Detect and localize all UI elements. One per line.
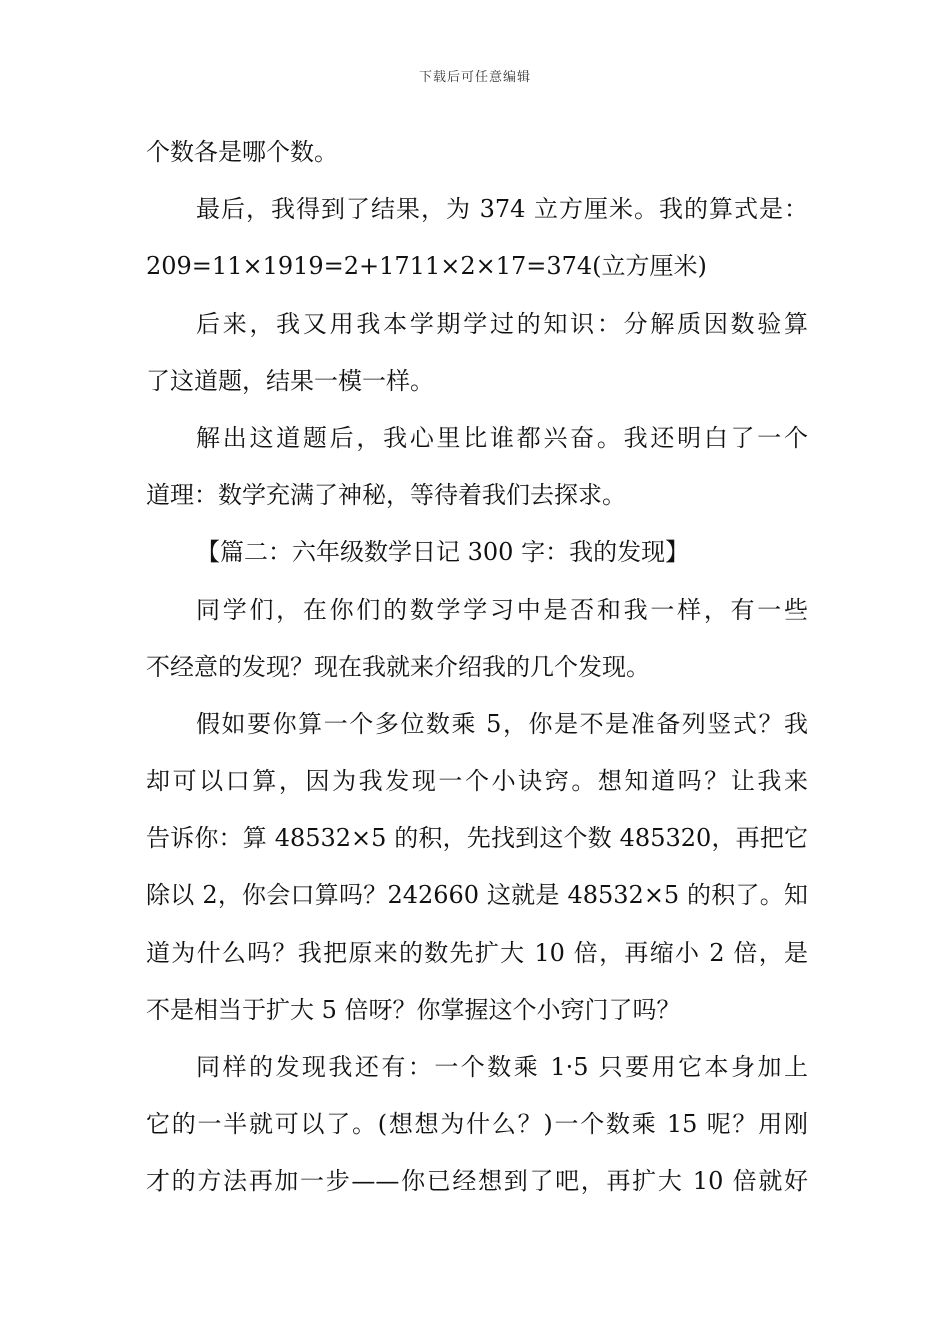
text-line: 最后，我得到了结果，为 374 立方厘米。我的算式是： <box>196 195 808 224</box>
text-line: 不经意的发现？现在我就来介绍我的几个发现。 <box>146 652 650 681</box>
text-line: 不是相当于扩大 5 倍呀？你掌握这个小窍门了吗？ <box>146 995 681 1024</box>
text-line: 道为什么吗？我把原来的数先扩大 10 倍，再缩小 2 倍，是 <box>146 938 808 967</box>
page-header-note: 下载后可任意编辑 <box>418 70 531 85</box>
text-line: 个数各是哪个数。 <box>146 138 338 166</box>
text-line: 它的一半就可以了。(想想为什么？)一个数乘 15 呢？用刚 <box>146 1110 808 1139</box>
text-line: 同样的发现我还有：一个数乘 1·5 只要用它本身加上 <box>196 1053 808 1081</box>
text-line: 同学们，在你们的数学学习中是否和我一样，有一些 <box>196 595 808 624</box>
text-line: 解出这道题后，我心里比谁都兴奋。我还明白了一个 <box>196 423 808 452</box>
text-line: 告诉你：算 48532×5 的积，先找到这个数 485320，再把它 <box>146 824 808 853</box>
text-line: 了这道题，结果一模一样。 <box>146 366 434 395</box>
text-line: 却可以口算，因为我发现一个小诀窍。想知道吗？让我来 <box>146 767 808 796</box>
text-line: 209=11×1919=2+1711×2×17=374(立方厘米) <box>146 252 707 281</box>
text-line: 后来，我又用我本学期学过的知识：分解质因数验算 <box>196 309 808 338</box>
document-body <box>146 128 808 1215</box>
text-line: 除以 2，你会口算吗？242660 这就是 48532×5 的积了。知 <box>146 881 808 910</box>
section-heading: 【篇二：六年级数学日记 300 字：我的发现】 <box>196 538 690 567</box>
text-line: 假如要你算一个多位数乘 5，你是不是准备列竖式？我 <box>196 709 808 738</box>
text-line: 道理：数学充满了神秘，等待着我们去探求。 <box>146 481 626 510</box>
text-line: 才的方法再加一步——你已经想到了吧，再扩大 10 倍就好 <box>146 1167 808 1196</box>
